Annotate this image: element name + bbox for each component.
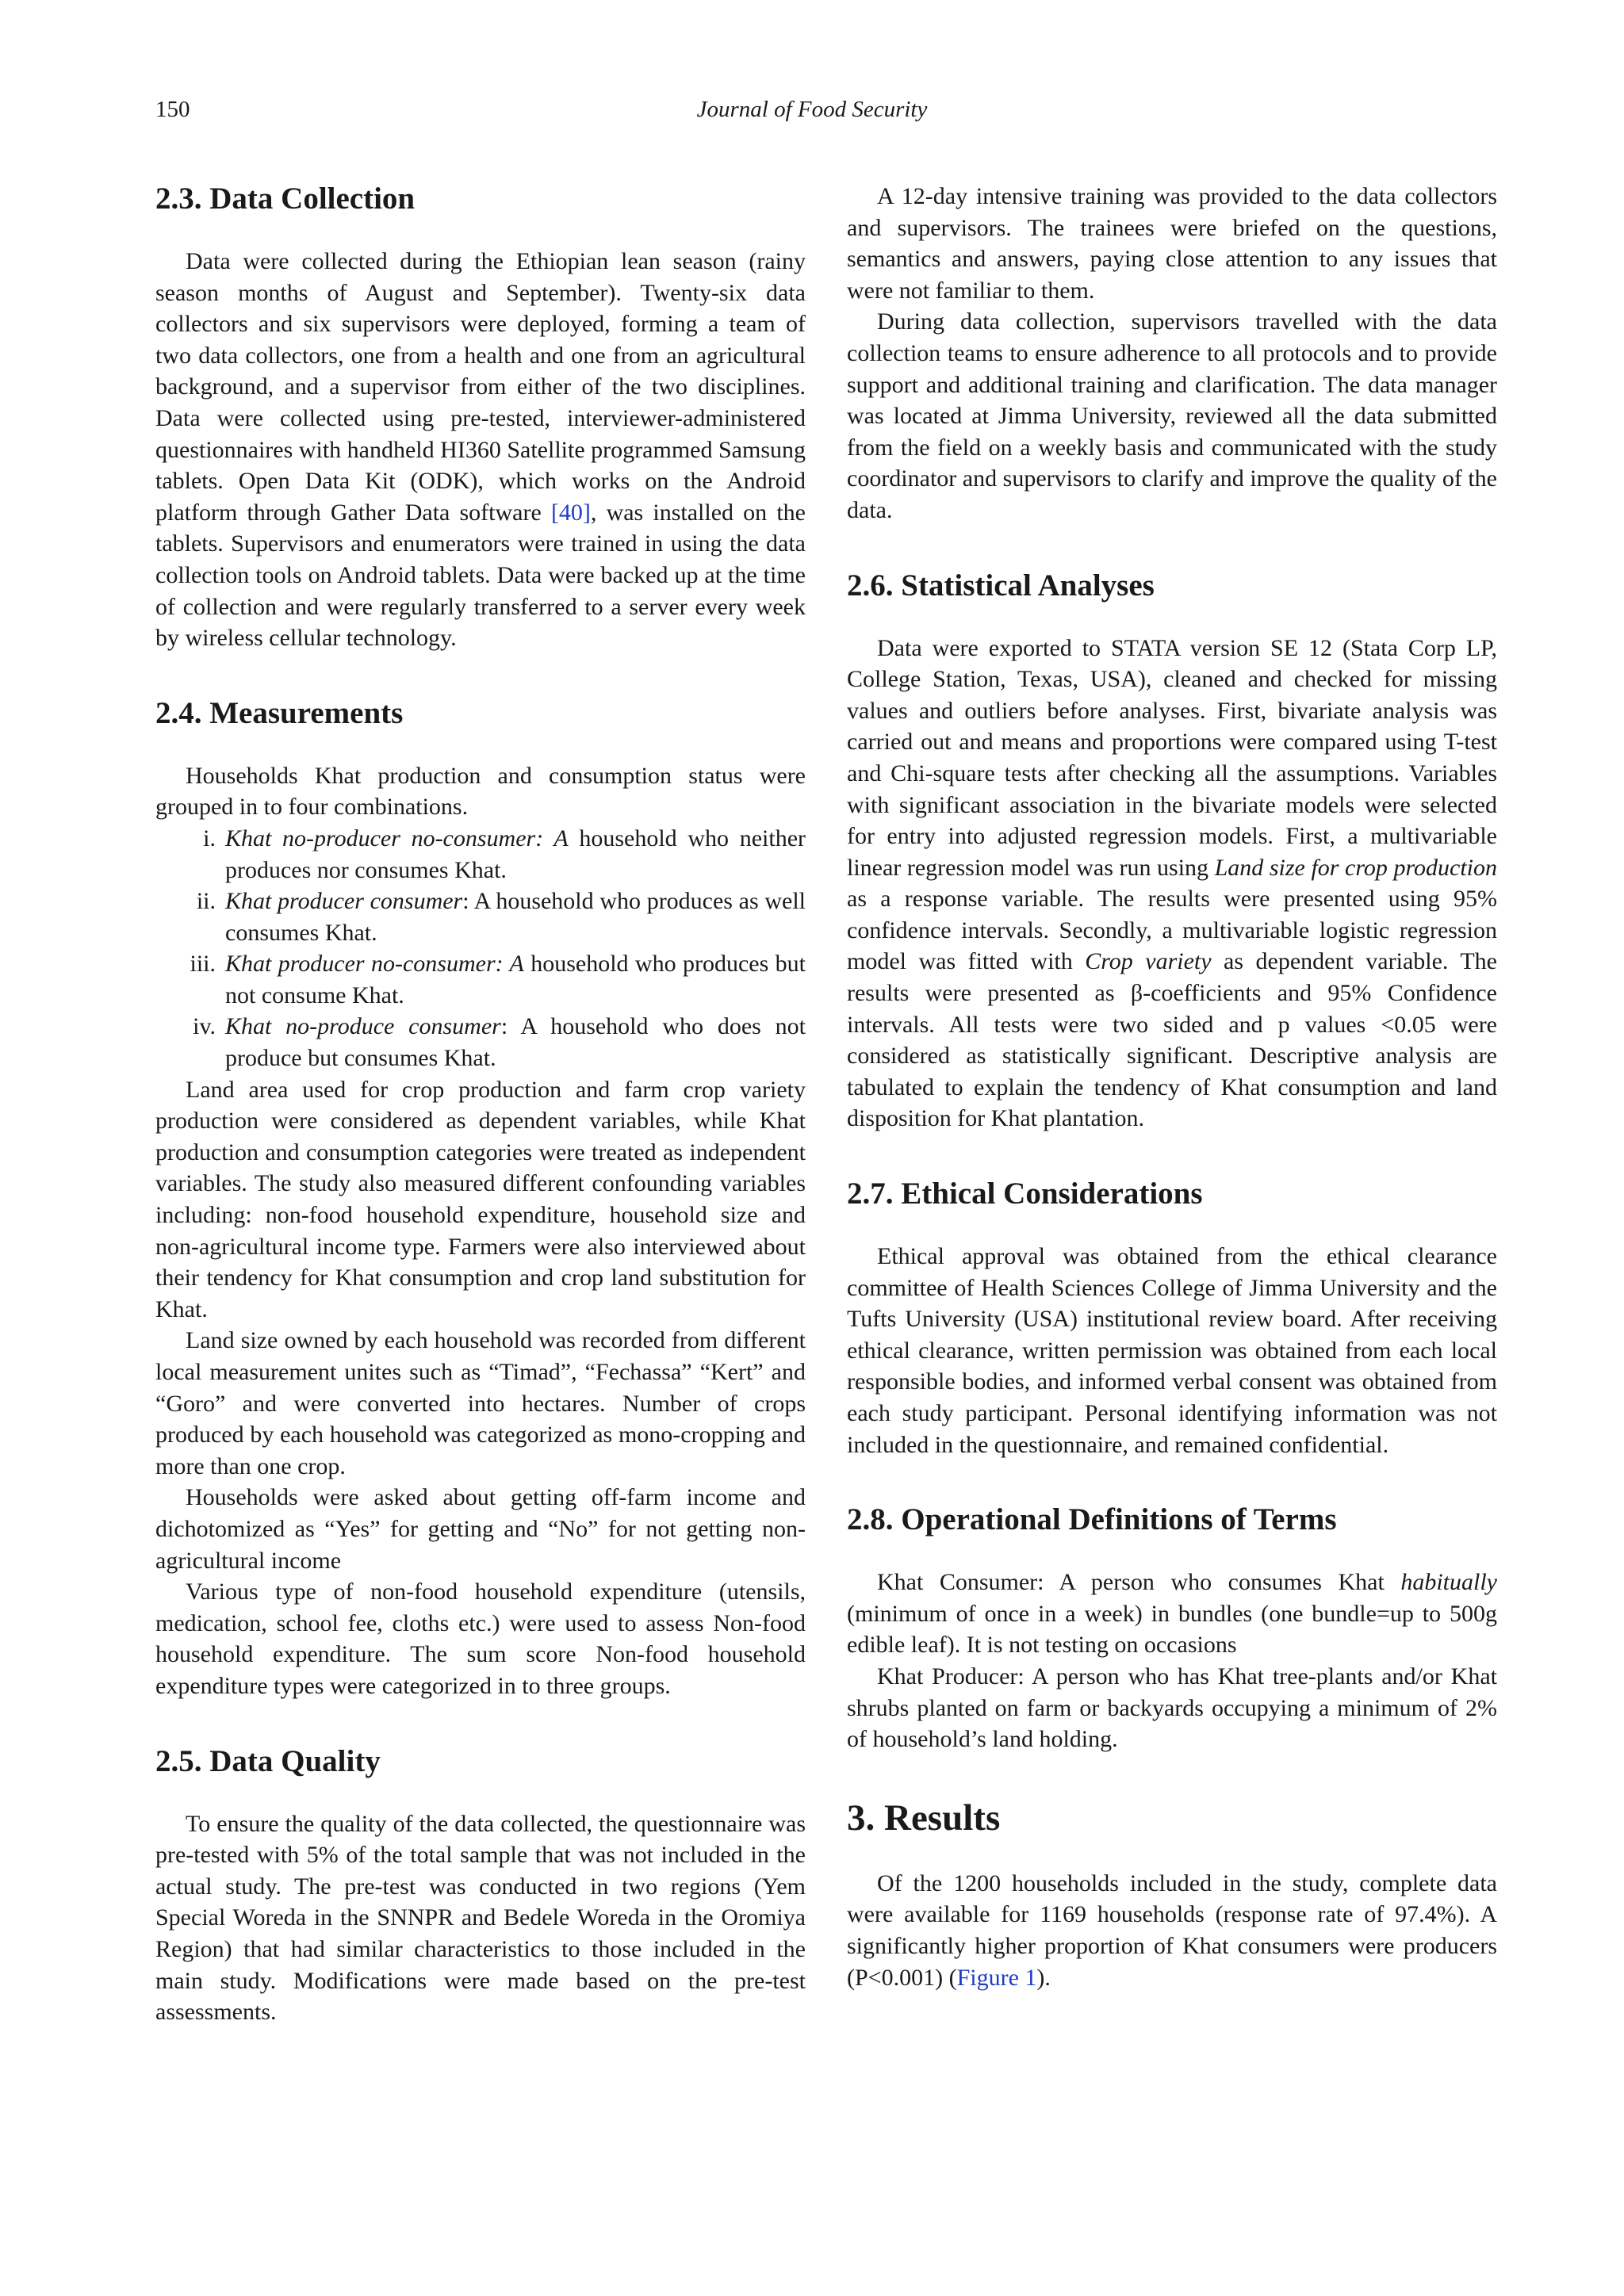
list-item: [155, 823, 806, 886]
text: household who neither produces nor consumes Khat.: [225, 825, 806, 883]
text: (minimum of once in a week) in bundles (one bundle=up to 500g edible leaf). It is not testing on occasions: [847, 1600, 1497, 1659]
paragraph: Land size owned by each household was recorded from different local measurement unites such as “Timad”, “Fechassa” “Kert” and “Goro” and were converted into hectares. Number of crops produced by each household was categorized as mono-cropping and more than one crop.: [155, 1327, 806, 1479]
term: habitually: [1400, 1569, 1497, 1596]
paragraph: Khat Producer: A person who has Khat tree-plants and/or Khat shrubs planted on farm or backyards occupying a minimum of 2% of household’s land holding.: [847, 1663, 1497, 1753]
text: ).: [1036, 1964, 1051, 1991]
list-item: [155, 886, 806, 948]
term: Khat producer consumer: [225, 888, 463, 915]
section-heading-2-7: 2.7. Ethical Considerations: [847, 1177, 1203, 1211]
section-heading-3: 3. Results: [847, 1797, 1001, 1839]
text: Data were exported to STATA version SE 12 (Stata Corp LP, College Station, Texas, USA), cleaned and checked for missing values and outliers before analyses. First, bivariate analysis was carried out and means and proportions were compared using T-test and Chi-square tests after checking all the assumptions. Variables with significant association in the bivariate models were selected for entry into adjusted regression models. First, a multivariable linear regression model was run using: [847, 634, 1497, 881]
term: Khat no-produce consumer: [225, 1013, 501, 1040]
paragraph: [847, 1567, 1497, 1661]
paragraph: Households Khat production and consumption status were grouped in to four combinations.: [155, 762, 806, 821]
text: household who produces but not consume Khat.: [225, 951, 806, 1008]
section-heading-2-5: 2.5. Data Quality: [155, 1743, 381, 1778]
figure-link[interactable]: Figure 1: [956, 1964, 1037, 1991]
section-heading-2-6: 2.6. Statistical Analyses: [847, 568, 1155, 603]
paragraph: Households were asked about getting off-farm income and dichotomized as “Yes” for getting and “No” for not getting non-agricultural income: [155, 1484, 806, 1574]
section-heading-2-4: 2.4. Measurements: [155, 695, 404, 730]
text: , was installed on the tablets. Supervisors and enumerators were trained in using the data collection tools on Android tablets. Data were backed up at the time of collection and were regularly transferred to a server every week by wireless cellular technology.: [155, 499, 806, 652]
paragraph: [155, 246, 806, 654]
paragraph: Ethical approval was obtained from the ethical clearance committee of Health Sciences College of Jimma University and the Tufts University (USA) institutional review board. After receiving ethical clearance, written permission was obtained from each local responsible bodies, and informed verbal consent was obtained from each study participant. Personal identifying information was not included in the questionnaire, and remained confidential.: [847, 1243, 1497, 1458]
left-column: [155, 181, 806, 2028]
text: as dependent variable. The results were presented as β-coefficients and 95% Confidence intervals. All tests were two sided and p values <0.05 were considered as statistically significant. Descriptive analysis are tabulated to explain the tendency of Khat consumption and land disposition for Khat plantation.: [847, 948, 1497, 1132]
list-number: ii.: [196, 888, 216, 915]
paragraph: A 12-day intensive training was provided to the data collectors and supervisors. The trainees were briefed on the questions, semantics and answers, paying close attention to any issues that were not familiar to them.: [847, 183, 1497, 304]
term: Khat no-producer no-consumer: A: [225, 825, 569, 851]
list-number: iv.: [193, 1013, 216, 1040]
paragraph: Various type of non-food household expenditure (utensils, medication, school fee, cloths etc.) were used to assess Non-food household expenditure. The sum score Non-food household expenditure types were categorized in to three groups.: [155, 1578, 806, 1699]
text: : A household who does not produce but consumes Khat.: [225, 1013, 806, 1072]
paragraph: [847, 633, 1497, 1135]
text: Of the 1200 households included in the study, complete data were available for 1169 households (response rate of 97.4%). A significantly higher proportion of Khat consumers were producers (P<0.001) (: [847, 1869, 1497, 1991]
paragraph: [847, 1868, 1497, 1993]
measurement-list: [155, 823, 806, 1074]
page-number: 150: [155, 97, 190, 122]
paragraph: Land area used for crop production and farm crop variety production were considered as dependent variables, while Khat production and consumption categories were treated as independent variables. The study also measured different confounding variables including: non-food household expenditure, household size and non-agricultural income type. Farmers were also interviewed about their tendency for Khat consumption and crop land substitution for Khat.: [155, 1076, 806, 1322]
section-heading-2-3: 2.3. Data Collection: [155, 182, 416, 216]
right-column: [847, 181, 1497, 1993]
term: Crop variety: [1085, 948, 1212, 975]
text: as a response variable. The results were presented using 95% confidence intervals. Secondly, a multivariable logistic regression model was fitted with: [847, 886, 1497, 975]
term: Land size for crop production: [1214, 854, 1497, 881]
term: Khat producer no-consumer: A: [225, 951, 524, 978]
paragraph: To ensure the quality of the data collected, the questionnaire was pre-tested with 5% of the total sample that was not included in the actual study. The pre-test was conducted in two regions (Yem Special Woreda in the SNNPR and Bedele Woreda in the Oromiya Region) that had similar characteristics to those included in the main study. Modifications were made based on the pre-test assessments.: [155, 1810, 806, 2026]
list-number: iii.: [190, 951, 216, 978]
running-header: [155, 97, 1469, 128]
list-number: i.: [203, 825, 216, 851]
text: : A household who produces as well consumes Khat.: [225, 888, 806, 946]
paragraph: During data collection, supervisors travelled with the data collection teams to ensure adherence to all protocols and to provide support and additional training and clarification. The data manager was located at Jimma University, reviewed all the data submitted from the field on a weekly basis and communicated with the study coordinator and supervisors to clarify and improve the quality of the data.: [847, 308, 1497, 523]
text: Data were collected during the Ethiopian lean season (rainy season months of August and September). Twenty-six data collectors and six supervisors were deployed, forming a team of two data collectors, one from a health and one from an agricultural background, and a supervisor from either of the two disciplines. Data were collected using pre-tested, interviewer-administered questionnaires with handheld HI360 Satellite programmed Samsung tablets. Open Data Kit (ODK), which works on the Android platform through Gather Data software: [155, 248, 806, 526]
text: Khat Consumer: A person who consumes Khat: [877, 1569, 1401, 1596]
journal-name: Journal of Food Security: [696, 97, 928, 122]
section-heading-2-8: 2.8. Operational Definitions of Terms: [847, 1502, 1337, 1537]
list-item: [155, 1011, 806, 1073]
list-item: [155, 948, 806, 1011]
reference-link[interactable]: [40]: [550, 499, 591, 526]
